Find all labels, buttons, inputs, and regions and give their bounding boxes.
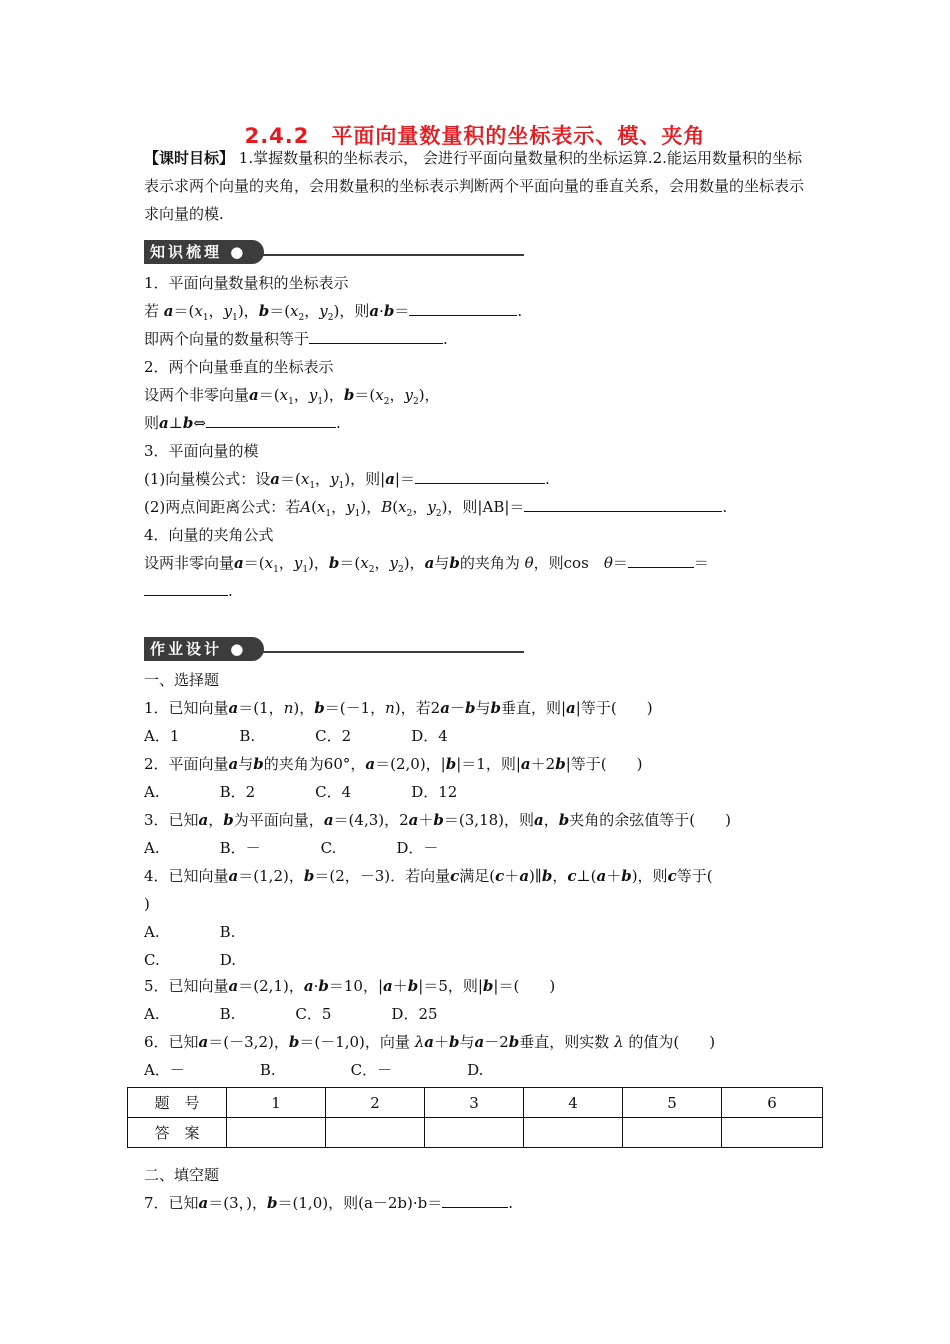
k-line-3: 设两个非零向量$a=(x_1$，$y_1$)，$b=(x_2$，$y_2$)， <box>144 386 440 407</box>
answer-cell[interactable] <box>227 1118 326 1148</box>
table-cell: 1 <box>227 1088 326 1118</box>
question-1: 1．已知向量a＝(1，n)，b＝(－1，n)，若2a－b与b垂直，则|a|等于( ) <box>144 699 653 717</box>
answer-blank[interactable] <box>309 329 443 344</box>
table-cell: 4 <box>524 1088 623 1118</box>
goal-tag: 【课时目标】 <box>144 149 235 167</box>
answer-cell[interactable] <box>524 1118 623 1148</box>
answer-cell[interactable] <box>326 1118 425 1148</box>
question-4-close: ) <box>144 895 150 913</box>
k-heading-2: 2．两个向量垂直的坐标表示 <box>144 358 334 376</box>
table-cell: 2 <box>326 1088 425 1118</box>
question-7: 7．已知a＝(3，)，b＝(1,0)，则(a－2b)·b＝ . <box>144 1194 514 1212</box>
question-6: 6．已知a＝(－3,2)，b＝(－1,0)，向量 λa＋b与a－2b垂直，则实数 λ 的值为( ) <box>144 1033 716 1051</box>
question-5: 5．已知向量a＝(2,1)，a·b＝10，|a＋b|＝5，则|b|＝( ) <box>144 977 556 995</box>
answer-cell[interactable] <box>425 1118 524 1148</box>
answer-cell[interactable] <box>722 1118 823 1148</box>
k-line-1: 若 $a=(x_1$，$y_1$)，$b=(x_2$，$y_2$)，则a·b＝ . <box>144 302 523 323</box>
table-cell: 3 <box>425 1088 524 1118</box>
k-line-4: 则a⊥b⇔ . <box>144 414 341 432</box>
k-heading-3: 3．平面向量的模 <box>144 442 259 460</box>
table-row <box>128 1118 823 1148</box>
part2-heading: 二、填空题 <box>144 1166 220 1184</box>
table-cell: 6 <box>722 1088 823 1118</box>
answer-blank[interactable] <box>628 553 694 568</box>
section-rule <box>262 651 524 653</box>
answer-blank[interactable] <box>524 497 722 512</box>
answer-blank[interactable] <box>415 469 545 484</box>
k-line-5: (1)向量模公式：设$a=(x_1$，$y_1$)，则|a|＝ . <box>144 470 550 491</box>
question-4: 4．已知向量a＝(1,2)，b＝(2，－3)．若向量c满足(c＋a)∥b，c⊥(a＋b)，则c等于( <box>144 867 713 885</box>
question-2-options: A. B．2 C．4 D．12 <box>144 783 458 801</box>
answer-blank[interactable] <box>409 301 517 316</box>
question-1-options: A．1 B. C．2 D．4 <box>144 727 448 745</box>
section-label: 知识梳理 ● <box>144 240 264 264</box>
k-heading-1: 1．平面向量数量积的坐标表示 <box>144 274 349 292</box>
page-title: 2.4.2 平面向量数量积的坐标表示、模、夹角 <box>244 124 706 148</box>
section-label: 作业设计 ● <box>144 637 264 661</box>
answer-blank[interactable] <box>206 413 336 428</box>
question-5-options: A. B. C．5 D．25 <box>144 1005 438 1023</box>
answer-cell[interactable] <box>623 1118 722 1148</box>
answer-table <box>127 1087 823 1148</box>
question-3: 3．已知a，b为平面向量，a＝(4,3)，2a＋b＝(3,18)，则a，b夹角的余弦值等于( ) <box>144 811 731 829</box>
section-header-knowledge <box>144 240 524 264</box>
question-6-options: A．－ B. C．－ D. <box>144 1061 484 1079</box>
goal-text: 1.掌握数量积的坐标表示， 会进行平面向量数量积的坐标运算.2.能运用数量积的坐标表示求两个向量的夹角，会用数量积的坐标表示判断两个平面向量的垂直关系，会用数量的坐标表示求向量的模. <box>144 149 805 223</box>
part1-heading: 一、选择题 <box>144 671 220 689</box>
question-3-options: A. B．－ C. D．－ <box>144 839 439 857</box>
k-line-2: 即两个向量的数量积等于 . <box>144 330 448 348</box>
k-heading-4: 4．向量的夹角公式 <box>144 526 274 544</box>
table-cell: 5 <box>623 1088 722 1118</box>
section-rule <box>262 254 524 256</box>
answer-blank[interactable] <box>144 581 228 596</box>
answer-blank[interactable] <box>442 1193 508 1208</box>
question-4-options-1: A. B. <box>144 923 236 941</box>
k-line-6: (2)两点间距离公式：若$A(x_1$，$y_1$)，$B(x_2$，$y_2$)，则|AB|＝ . <box>144 498 728 519</box>
question-2: 2．平面向量a与b的夹角为60°，a＝(2,0)，|b|＝1，则|a＋2b|等于( ) <box>144 755 643 773</box>
section-header-homework <box>144 637 524 661</box>
lesson-goal <box>144 144 812 228</box>
question-4-options-2: C. D. <box>144 951 236 969</box>
k-line-8: . <box>144 581 824 601</box>
table-row <box>128 1088 823 1118</box>
table-cell: 题 号 <box>128 1088 227 1118</box>
table-cell: 答 案 <box>128 1118 227 1148</box>
k-line-7: 设两非零向量$a=(x_1$，$y_1$)，$b=(x_2$，$y_2$)，a与b的夹角为 θ，则cos θ＝ ＝ <box>144 554 709 575</box>
